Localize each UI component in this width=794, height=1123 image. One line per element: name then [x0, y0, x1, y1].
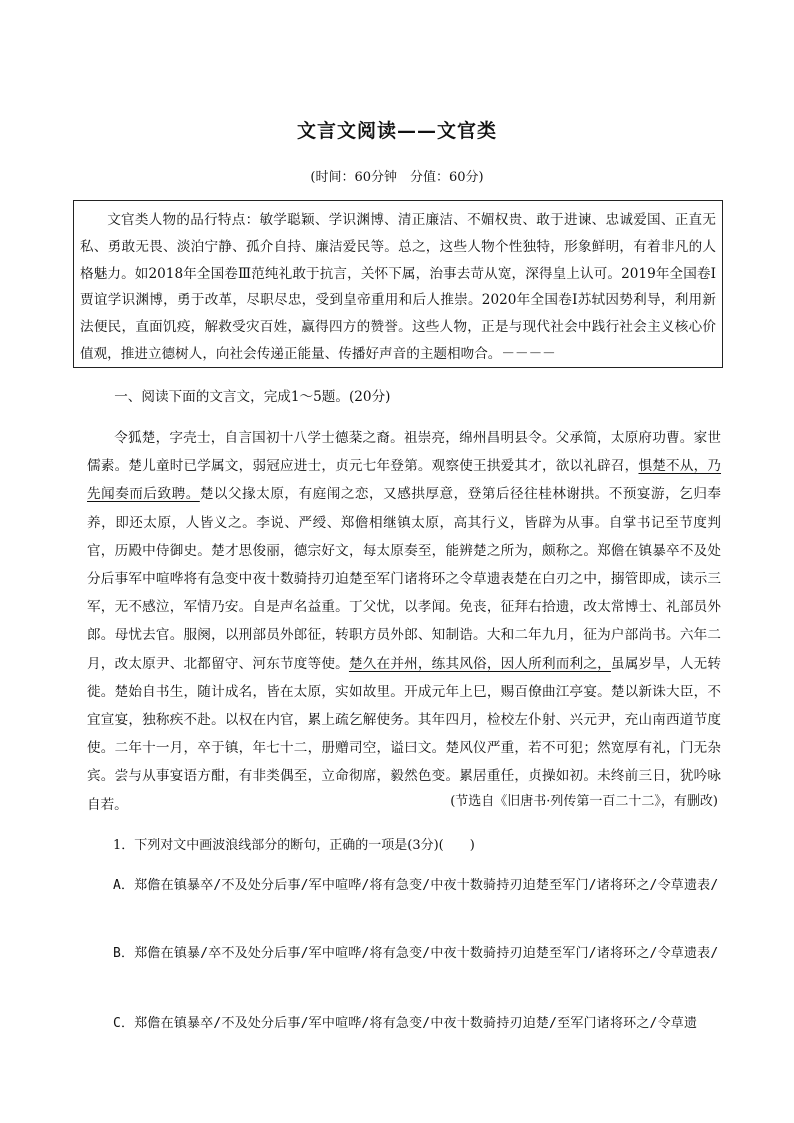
passage-part-1: 令狐楚，字壳士，自言国初十八学士德棻之裔。祖崇亮，绵州昌明县令。父承简，太原府功曹。家世儒素。楚儿童时已学属文，弱冠应进士，贞元七年登第。观察使王拱爱其才，欲以礼辟召， — [87, 430, 721, 475]
time-and-score: (时间：60分钟 分值：60分) — [310, 170, 484, 185]
question-1-stem: 1．下列对文中画波浪线部分的断句，正确的一项是(3分)( ) — [113, 838, 475, 853]
option-b: B．郑儋在镇暴/卒不及处分后事/军中喧哗/将有急变/中夜十数骑持刃迫楚至军门/诸将环之/令草遗表/ — [113, 946, 719, 961]
passage-source: (节选自《旧唐书·列传第一百二十二》，有删改) — [450, 794, 718, 809]
option-c: C．郑儋在镇暴卒/不及处分后事/军中喧哗/将有急变/中夜十数骑持刃迫楚/至军门诸将环之/令草遗 — [113, 1016, 698, 1031]
passage-part-3: 虽属岁旱，人无转徙。楚始自书生，随计成名，皆在太原，实如故里。开成元年上巳，赐百僚曲江亭宴。楚以新诛大臣，不宜宣宴，独称疾不赴。以权在内官，累上疏乞解使务。其年四月，检校左仆射、兴元尹，充山南西道节度使。二年十一月，卒于镇，年七十二，册赠司空，谥曰文。楚风仪严重，若不可犯；然宽厚有礼，门无杂宾。尝与从事宴语方酣，有非类偶至，立命彻席，毅然色变。累居重任，贞操如初。未终前三日，犹吟咏自若。 — [87, 655, 722, 813]
passage-part-2: 楚以父掾太原，有庭闱之恋，又感拱厚意，登第后径往桂林谢拱。不预宴游，乞归奉养，即还太原，人皆义之。李说、严绶、郑儋相继镇太原，高其行义，皆辟为从事。自掌书记至节度判官，历殿中侍御史。楚才思俊丽，德宗好文，每太原奏至，能辨楚之所为，颇称之。郑儋在镇暴卒不及处分后事军中喧哗将有急变中夜十数骑持刃迫楚至军门诸将环之令草遗表楚在白刃之中，搦管即成，读示三军，无不感泣，军情乃安。自是声名益重。丁父忧，以孝闻。免丧，征拜右拾遗，改太常博士、礼部员外郎。母忧去官。服阕，以刑部员外郎征，转职方员外郎、知制诰。大和二年九月，征为户部尚书。六年二月，改太原尹、北都留守、河东节度等使。 — [87, 486, 722, 672]
section-heading: 一、阅读下面的文言文，完成1～5题。(20分) — [114, 389, 391, 405]
option-a: A．郑儋在镇暴卒/不及处分后事/军中喧哗/将有急变/中夜十数骑持刃迫楚至军门/诸将环之/令草遗表/ — [113, 878, 719, 893]
page-title: 文言文阅读——文官类 — [296, 120, 497, 142]
passage-underline-1: 惧楚不从，乃先闻奏而后致聘。 — [87, 458, 722, 503]
intro-box — [73, 200, 723, 368]
classical-passage — [87, 424, 721, 819]
passage-underline-2: 楚久在并州，练其风俗，因人所利而利之， — [348, 655, 611, 672]
intro-text: 文官类人物的品行特点：敏学聪颖、学识渊博、清正廉洁、不媚权贵、敢于进谏、忠诚爱国、正直无私、勇敢无畏、淡泊宁静、孤介自持、廉洁爱民等。总之，这些人物个性独特，形象鲜明，有着非凡的人格魅力。如2018年全国卷Ⅲ范纯礼敢于抗言，关怀下属，治事去苛从宽，深得皇上认可。2019年全国卷Ⅰ贾谊学识渊博，勇于改革，尽职尽忠，受到皇帝重用和后人推崇。2020年全国卷Ⅰ苏轼因势利导，利用新法便民，直面饥疫，解救受灾百姓，赢得四方的赞誉。这些人物，正是与现代社会中践行社会主义核心价值观，推进立德树人，向社会传递正能量、传播好声音的主题相吻合。－－－－ — [80, 212, 716, 362]
